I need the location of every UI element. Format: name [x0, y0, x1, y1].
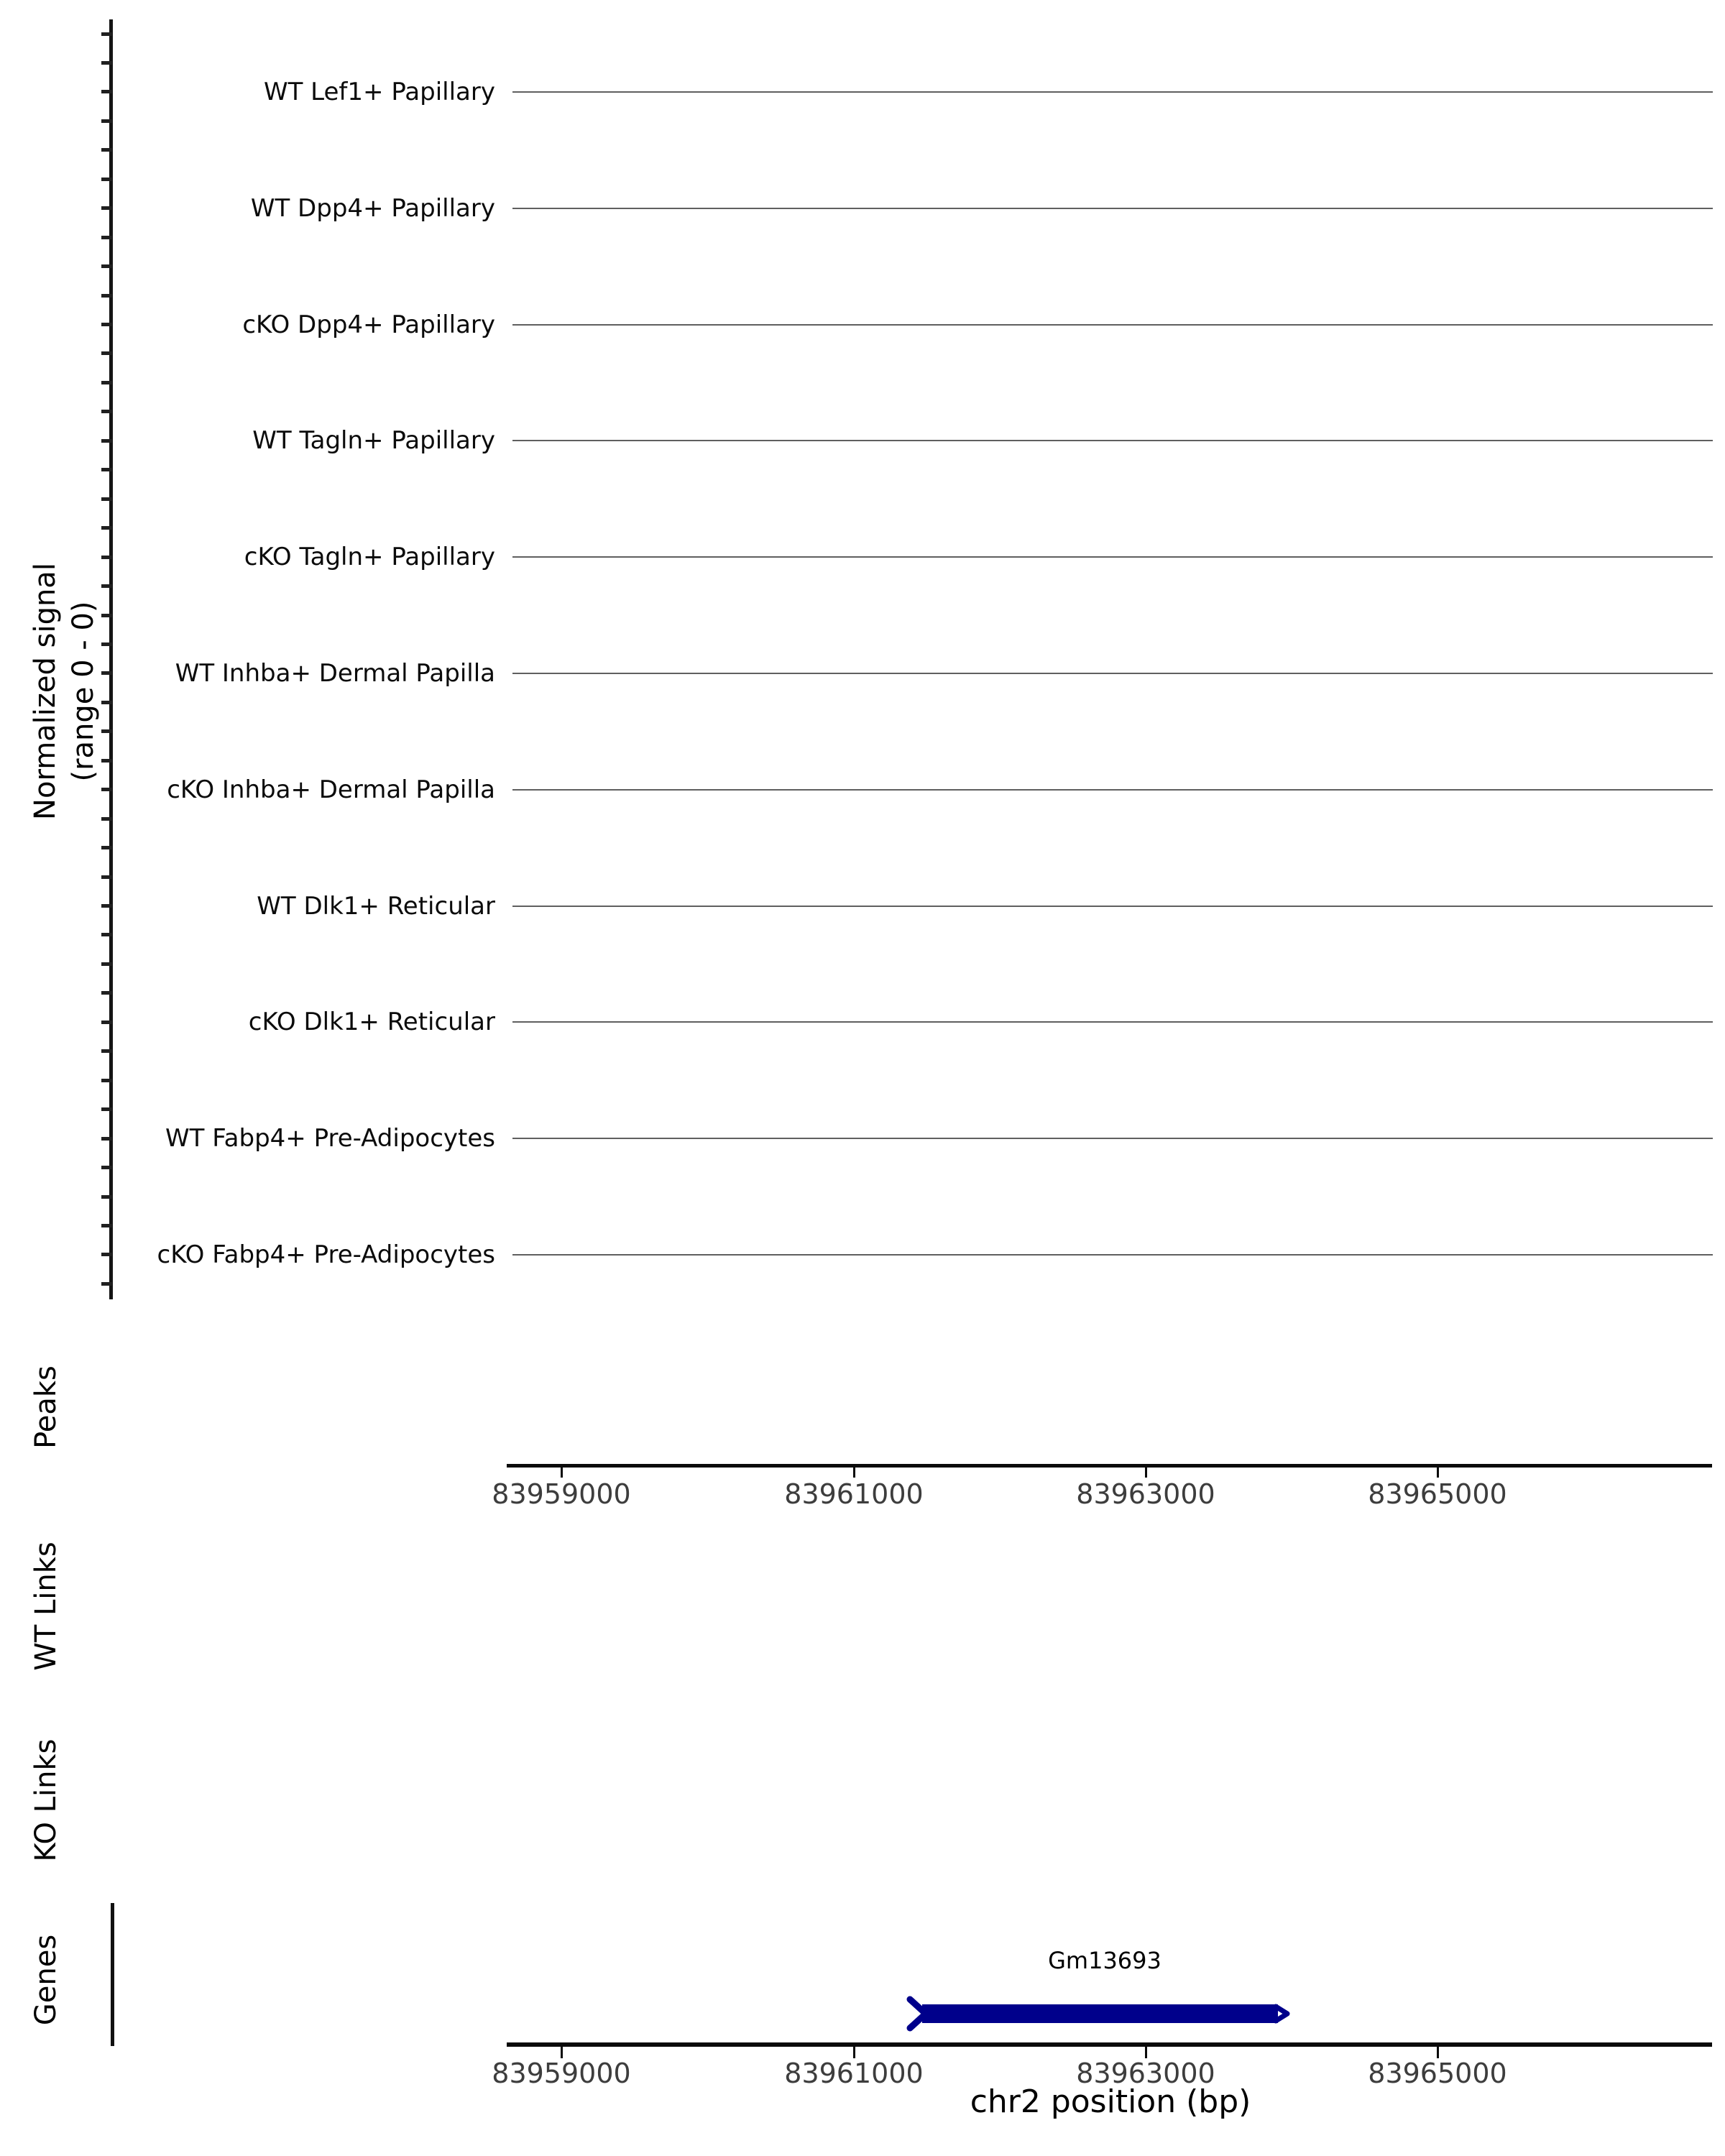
genome-axis-title: chr2 position (bp): [970, 2083, 1251, 2120]
track-signal-line: [512, 906, 1713, 907]
peaks-axis-tick-mark: [853, 1467, 855, 1478]
track-label: WT Fabp4+ Pre-Adipocytes: [165, 1124, 495, 1153]
signal-axis-tick: [101, 1195, 112, 1199]
track-signal-line: [512, 789, 1713, 791]
peaks-axis-tick-label: 83963000: [1076, 1478, 1215, 1510]
peaks-axis-tick-label: 83961000: [784, 1478, 924, 1510]
track-label: WT Inhba+ Dermal Papilla: [175, 659, 495, 688]
signal-axis-tick: [101, 236, 112, 239]
track-label: cKO Dpp4+ Papillary: [242, 310, 495, 339]
signal-axis-tick: [101, 32, 112, 36]
signal-axis-label-line1: Normalized signal: [29, 563, 62, 820]
signal-axis-label-line2: (range 0 - 0): [67, 601, 100, 782]
signal-axis-tick: [101, 264, 112, 268]
signal-axis-tick: [101, 1224, 112, 1227]
peaks-axis-line: [507, 1464, 1712, 1468]
signal-axis-tick: [101, 61, 112, 65]
peaks-axis-tick-mark: [561, 1467, 563, 1478]
signal-axis-tick: [101, 119, 112, 123]
track-signal-line: [512, 673, 1713, 674]
gene-body-bar: [922, 2004, 1278, 2023]
track-signal-line: [512, 556, 1713, 558]
genome-axis-line: [507, 2042, 1712, 2047]
track-label: cKO Fabp4+ Pre-Adipocytes: [157, 1240, 495, 1269]
track-signal-line: [512, 324, 1713, 326]
track-label: cKO Dlk1+ Reticular: [248, 1008, 495, 1037]
track-label: WT Dlk1+ Reticular: [257, 891, 495, 921]
peaks-section-label: Peaks: [29, 1365, 63, 1449]
genome-axis-tick-label: 83959000: [492, 2058, 631, 2089]
genome-axis-tick-mark: [1437, 2046, 1439, 2058]
track-label: cKO Inhba+ Dermal Papilla: [167, 775, 495, 804]
genome-axis-tick-label: 83963000: [1076, 2058, 1215, 2089]
signal-axis-tick: [101, 1166, 112, 1169]
ko-links-section-label: KO Links: [29, 1738, 63, 1862]
signal-axis-tick: [101, 1282, 112, 1286]
track-label: WT Tagln+ Papillary: [252, 426, 495, 456]
signal-axis-tick: [101, 1079, 112, 1082]
signal-axis-tick: [101, 1049, 112, 1053]
track-label: WT Lef1+ Papillary: [263, 78, 495, 106]
track-label: WT Dpp4+ Papillary: [250, 193, 495, 223]
peaks-axis-tick-mark: [1145, 1467, 1147, 1478]
peaks-axis-tick-mark: [1437, 1467, 1439, 1478]
peaks-axis-tick-label: 83965000: [1368, 1478, 1507, 1510]
gene-name-label: Gm13693: [1048, 1947, 1162, 1974]
genome-axis-tick-mark: [853, 2046, 855, 2058]
genome-axis-tick-label: 83961000: [784, 2058, 924, 2089]
track-signal-line: [512, 91, 1713, 93]
track-signal-line: [512, 1021, 1713, 1023]
track-signal-line: [512, 208, 1713, 209]
genes-section-label: Genes: [29, 1934, 63, 2026]
genes-bracket: [111, 1903, 114, 2046]
track-label: cKO Tagln+ Papillary: [244, 543, 495, 572]
signal-axis-tick: [101, 294, 112, 298]
track-signal-line: [512, 440, 1713, 441]
genome-axis-tick-mark: [561, 2046, 563, 2058]
genome-axis-tick-mark: [1145, 2046, 1147, 2058]
signal-axis-tick: [101, 148, 112, 152]
wt-links-section-label: WT Links: [29, 1542, 63, 1671]
signal-axis-tick: [101, 1107, 112, 1111]
signal-axis-tick: [101, 351, 112, 355]
signal-axis-tick: [101, 178, 112, 181]
track-signal-line: [512, 1138, 1713, 1139]
genome-axis-tick-label: 83965000: [1368, 2058, 1507, 2089]
peaks-axis-tick-label: 83959000: [492, 1478, 631, 1510]
track-signal-line: [512, 1254, 1713, 1256]
